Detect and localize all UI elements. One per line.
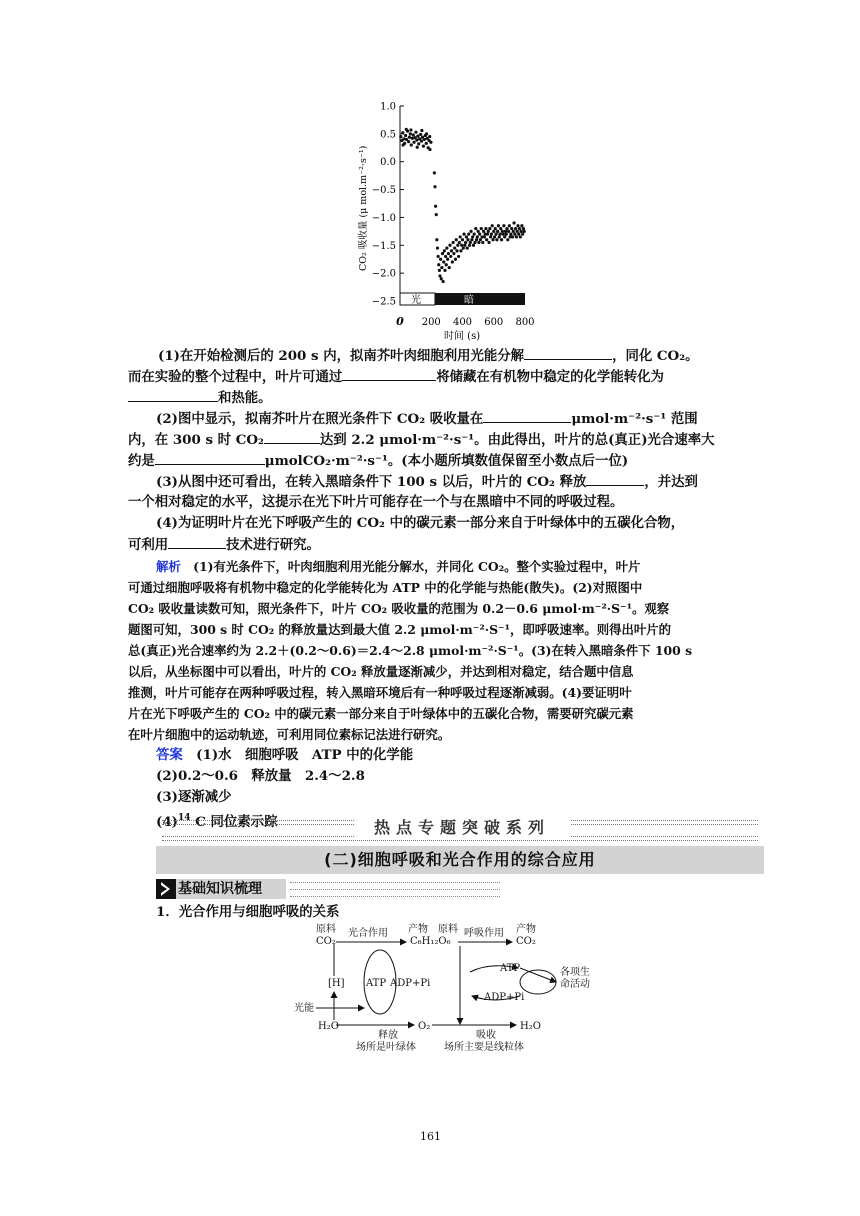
data-point — [517, 233, 520, 236]
y-tick-label: 0.0 — [380, 157, 396, 169]
data-point — [487, 230, 490, 233]
data-point — [516, 230, 519, 233]
data-point — [455, 249, 458, 252]
diagram-co2-2: CO₂ — [516, 936, 536, 947]
dotted-rule — [290, 882, 500, 883]
analysis-text-5: 总(真正)光合速率约为 2.2＋(0.2～0.6)＝2.4～2.8 μmol·m⁻²·S⁻¹。(3)在转入黑暗条件下 100 s — [128, 643, 693, 658]
dotted-rule-2 — [290, 889, 500, 890]
data-point — [435, 213, 438, 216]
data-point — [458, 241, 461, 244]
x-tick-label: 600 — [484, 317, 504, 328]
diagram-light-energy: 光能 — [294, 1003, 314, 1014]
question-2-line-3 — [128, 450, 708, 472]
data-point — [437, 263, 440, 266]
data-point — [438, 274, 441, 277]
data-point — [415, 138, 418, 141]
data-point — [462, 233, 465, 236]
q2-blank-3[interactable] — [155, 450, 265, 465]
analysis-line-5 — [128, 640, 708, 661]
diagram-release: 释放 — [378, 1030, 398, 1041]
analysis-text-4: 题图可知，300 s 时 CO₂ 的释放量达到最大值 2.2 μmol·m⁻²·S⁻¹，即呼吸速率。则得出叶片的 — [128, 622, 672, 637]
q1-blank-1[interactable] — [524, 345, 612, 360]
data-point — [518, 227, 521, 230]
data-point — [475, 238, 478, 241]
data-point — [438, 269, 441, 272]
data-point — [422, 145, 425, 148]
data-point — [477, 241, 480, 244]
q3-blank-1[interactable] — [586, 471, 644, 486]
data-point — [409, 128, 412, 131]
question-3-line-1 — [156, 471, 736, 493]
data-point — [466, 238, 469, 241]
data-point — [506, 238, 509, 241]
q3-text-c: 一个相对稳定的水平，这提示在光下叶片可能存在一个与在黑暗中不同的呼吸过程。 — [128, 494, 624, 510]
data-point — [492, 230, 495, 233]
item-1-text: 1．光合作用与细胞呼吸的关系 — [156, 904, 340, 920]
data-point — [515, 235, 518, 238]
analysis-line-8 — [128, 703, 708, 724]
data-point — [451, 260, 454, 263]
y-tick-label: 0.5 — [380, 129, 396, 141]
data-point — [459, 249, 462, 252]
x-tick-label: 800 — [515, 317, 535, 328]
data-point — [487, 241, 490, 244]
q2-blank-2[interactable] — [264, 429, 320, 444]
series-title: 热点专题突破系列 — [354, 816, 570, 840]
y-tick-label: −1.0 — [371, 212, 396, 224]
data-point — [433, 185, 436, 188]
diagram-adp: ADP+Pi — [390, 978, 431, 989]
chevron-right-icon — [156, 879, 176, 899]
data-point — [464, 241, 467, 244]
data-point — [488, 227, 491, 230]
dark-bar — [435, 293, 525, 305]
diagram-product-label: 产物 — [408, 924, 428, 935]
analysis-label: 解析 — [156, 559, 181, 574]
data-point — [519, 235, 522, 238]
data-point — [449, 255, 452, 258]
q2-text-d: 达到 2.2 μmol·m⁻²·s⁻¹。由此得出，叶片的总(真正)光合速率大 — [319, 432, 715, 448]
diagram-raw-label-2: 原料 — [438, 924, 458, 935]
question-4-line-1 — [156, 513, 736, 534]
data-point — [407, 140, 410, 143]
q4-text-c: 技术进行研究。 — [226, 537, 320, 553]
data-point — [435, 238, 438, 241]
data-point — [408, 136, 411, 139]
question-3-line-2 — [128, 492, 708, 513]
q3-text-a: (3)从图中还可看出，在转入黑暗条件下 100 s 以后，叶片的 CO₂ 释放 — [156, 474, 587, 490]
analysis-line-6 — [128, 661, 708, 682]
diagram-site-1: 场所是叶绿体 — [356, 1042, 416, 1053]
data-point — [462, 246, 465, 249]
data-point — [437, 255, 440, 258]
q1-text-d: 将储藏在有机物中稳定的化学能转化为 — [436, 369, 664, 385]
data-point — [497, 224, 500, 227]
data-point — [480, 227, 483, 230]
data-point — [455, 238, 458, 241]
data-point — [433, 171, 436, 174]
data-point — [416, 146, 419, 149]
photosynthesis-respiration-diagram — [280, 920, 620, 1055]
data-point — [502, 233, 505, 236]
analysis-line-3 — [128, 598, 708, 619]
diagram-site-2: 场所主要是线粒体 — [444, 1042, 524, 1053]
data-point — [502, 224, 505, 227]
data-point — [496, 230, 499, 233]
data-point — [409, 132, 412, 135]
data-point — [401, 131, 404, 134]
data-point — [425, 132, 428, 135]
data-point — [460, 244, 463, 247]
data-point — [447, 252, 450, 255]
data-point — [454, 258, 457, 261]
data-point — [450, 249, 453, 252]
data-point — [417, 142, 420, 145]
analysis-line-7 — [128, 682, 708, 703]
answer-3: (3)逐渐减少 — [156, 789, 232, 805]
data-point — [457, 255, 460, 258]
data-point — [442, 260, 445, 263]
answer-label: 答案 — [156, 747, 183, 763]
data-point — [405, 128, 408, 131]
data-point — [467, 233, 470, 236]
data-point — [436, 246, 439, 249]
q1-text-e: 和热能。 — [218, 390, 272, 406]
data-point — [481, 241, 484, 244]
q2-text-a: (2)图中显示，拟南芥叶片在照光条件下 CO₂ 吸收量在 — [156, 411, 484, 427]
analysis-line-1 — [156, 556, 736, 577]
data-point — [490, 233, 493, 236]
data-point — [404, 134, 407, 137]
data-point — [485, 238, 488, 241]
question-2-line-2 — [128, 429, 715, 451]
diagram-activities-1: 各项生 — [560, 967, 590, 978]
data-point — [425, 142, 428, 145]
diagram-product-label-2: 产物 — [516, 924, 536, 935]
diagram-respiration: 呼吸作用 — [464, 928, 504, 939]
data-point — [494, 227, 497, 230]
q2-blank-1[interactable] — [483, 408, 571, 423]
data-point — [522, 227, 525, 230]
analysis-line-4 — [128, 619, 708, 640]
data-point — [472, 244, 475, 247]
q2-text-e: 约是 — [128, 453, 155, 469]
data-point — [419, 133, 422, 136]
data-point — [452, 252, 455, 255]
data-point — [510, 227, 513, 230]
x-tick-label: 200 — [421, 317, 441, 328]
question-4-line-2 — [128, 534, 708, 556]
section-header-label: 基础知识梳理 — [178, 881, 262, 897]
co2-absorption-chart — [350, 96, 550, 346]
q3-text-b: ，并达到 — [644, 474, 698, 490]
data-point — [520, 224, 523, 227]
scatter-points — [399, 128, 526, 283]
data-point — [469, 230, 472, 233]
q1-blank-3[interactable] — [128, 387, 218, 402]
data-point — [511, 235, 514, 238]
y-tick-label: 1.0 — [380, 101, 396, 113]
data-point — [474, 227, 477, 230]
answer-1: (1)水 细胞呼吸 ATP 中的化学能 — [196, 747, 414, 763]
data-point — [411, 137, 414, 140]
section-header — [156, 879, 286, 899]
y-ticks — [372, 102, 404, 308]
diagram-absorb: 吸收 — [476, 1030, 496, 1041]
dark-bar-label: 暗 — [464, 295, 474, 306]
data-point — [509, 233, 512, 236]
data-point — [498, 233, 501, 236]
q1-text-b: ，同化 CO₂。 — [612, 348, 699, 364]
data-point — [479, 238, 482, 241]
y-tick-label: −0.5 — [371, 185, 396, 197]
answer-line-4: $(4)^{14}$ C 同位素示踪 — [156, 813, 278, 830]
analysis-text-9: 在叶片细胞中的运动轨迹，可利用同位素标记法进行研究。 — [128, 727, 451, 742]
data-point — [505, 233, 508, 236]
data-point — [482, 230, 485, 233]
topic-title: (二)细胞呼吸和光合作用的综合应用 — [324, 850, 596, 869]
data-point — [448, 244, 451, 247]
page-number: 161 — [420, 1130, 441, 1143]
chart-xlabel: 时间 (s) — [444, 331, 481, 342]
data-point — [489, 235, 492, 238]
data-point — [523, 230, 526, 233]
data-point — [484, 227, 487, 230]
q1-text-a: (1)在开始检测后的 200 s 内，拟南芥叶肉细胞利用光能分解 — [158, 348, 525, 364]
data-point — [471, 235, 474, 238]
data-point — [507, 230, 510, 233]
data-point — [423, 138, 426, 141]
analysis-line-9 — [128, 724, 708, 745]
data-point — [414, 131, 417, 134]
answer-line-2 — [156, 766, 736, 787]
data-point — [504, 230, 507, 233]
data-point — [499, 227, 502, 230]
data-point — [468, 244, 471, 247]
question-1-line-3 — [128, 387, 708, 409]
data-point — [441, 252, 444, 255]
data-point — [440, 277, 443, 280]
answer-2: (2)0.2～0.6 释放量 2.4～2.8 — [156, 768, 365, 784]
data-point — [456, 244, 459, 247]
q4-text-a: (4)为证明叶片在光下呼吸产生的 CO₂ 中的碳元素一部分来自于叶绿体中的五碳化合物， — [156, 515, 685, 531]
data-point — [412, 133, 415, 136]
data-point — [495, 238, 498, 241]
q2-text-c: 内，在 300 s 时 CO₂ — [128, 432, 264, 448]
data-point — [448, 266, 451, 269]
x-ticks — [396, 315, 534, 328]
data-point — [442, 280, 445, 283]
diagram-atp: ATP — [366, 978, 387, 989]
analysis-line-2 — [128, 577, 708, 598]
data-point — [416, 134, 419, 137]
data-point — [486, 233, 489, 236]
data-point — [465, 235, 468, 238]
analysis-text-6: 以后，从坐标图中可以看出，叶片的 CO₂ 释放量逐渐减少，并达到相对稳定，结合题中信息 — [128, 664, 634, 679]
data-point — [494, 233, 497, 236]
question-2-line-1 — [156, 408, 736, 430]
data-point — [459, 235, 462, 238]
data-point — [476, 235, 479, 238]
data-point — [514, 227, 517, 230]
data-point — [446, 258, 449, 261]
answer-4: C 同位素示踪 — [190, 814, 278, 830]
analysis-text-1: (1)有光条件下，叶肉细胞利用光能分解水，并同化 CO₂。整个实验过程中，叶片 — [193, 559, 641, 574]
data-point — [477, 230, 480, 233]
analysis-text-3: CO₂ 吸收量读数可知，照光条件下，叶片 CO₂ 吸收量的范围为 0.2－0.6 μmol·m⁻²·S⁻¹。观察 — [128, 601, 670, 616]
data-point — [420, 140, 423, 143]
data-point — [453, 246, 456, 249]
data-point — [508, 224, 511, 227]
q2-text-f: μmolCO₂·m⁻²·s⁻¹。(本小题所填数值保留至小数点后一位) — [264, 453, 629, 469]
y-tick-label: −2.0 — [371, 268, 396, 280]
data-point — [444, 255, 447, 258]
diagram-raw-label: 原料 — [316, 924, 336, 935]
data-point — [402, 143, 405, 146]
data-point — [512, 221, 515, 224]
chart-ylabel: CO₂ 吸收量 (μ mol.m⁻²·s⁻¹) — [358, 145, 369, 271]
data-point — [491, 238, 494, 241]
data-point — [445, 263, 448, 266]
data-point — [463, 244, 466, 247]
data-point — [461, 238, 464, 241]
data-point — [429, 141, 432, 144]
data-point — [440, 266, 443, 269]
analysis-text-2: 可通过细胞呼吸将有机物中稳定的化学能转化为 ATP 中的化学能与热能(散失)。(2)对照图中 — [128, 580, 643, 595]
data-point — [428, 148, 431, 151]
answer-4-isotope: 14 — [178, 813, 191, 823]
data-point — [516, 224, 519, 227]
analysis-text-8: 片在光下呼吸产生的 CO₂ 中的碳元素一部分来自于叶绿体中的五碳化合物，需要研究碳元素 — [128, 706, 634, 721]
diagram-h: [H] — [328, 978, 345, 989]
data-point — [470, 238, 473, 241]
topic-title-bar — [156, 846, 764, 874]
data-point — [491, 224, 494, 227]
diagram-photosynthesis: 光合作用 — [348, 928, 388, 939]
data-point — [513, 233, 516, 236]
diagram-co2: CO₂ — [316, 936, 336, 947]
data-point — [452, 241, 455, 244]
light-bar-label: 光 — [411, 295, 421, 306]
data-point — [445, 246, 448, 249]
q2-text-b: μmol·m⁻²·s⁻¹ 范围 — [571, 411, 698, 427]
data-point — [443, 269, 446, 272]
data-point — [434, 205, 437, 208]
data-point — [498, 235, 501, 238]
data-point — [473, 233, 476, 236]
answer-line-3 — [156, 787, 736, 808]
series-banner — [156, 814, 764, 844]
data-point — [412, 141, 415, 144]
data-point — [500, 238, 503, 241]
data-point — [478, 233, 481, 236]
q1-blank-2[interactable] — [342, 366, 436, 381]
diagram-activities-2: 命活动 — [560, 979, 590, 990]
data-point — [493, 235, 496, 238]
diagram-adp-2: ADP+Pi — [484, 992, 525, 1003]
data-point — [519, 230, 522, 233]
data-point — [503, 235, 506, 238]
y-tick-label: −2.5 — [371, 296, 396, 308]
analysis-text-7: 推测，叶片可能存在两种呼吸过程，转入黑暗环境后有一种呼吸过程逐渐减弱。(4)要证明叶 — [128, 685, 632, 700]
diagram-o2: O₂ — [418, 1021, 431, 1032]
q4-text-b: 可利用 — [128, 537, 169, 553]
diagram-atp-2: ATP — [500, 963, 521, 974]
data-point — [399, 135, 402, 138]
data-point — [483, 235, 486, 238]
question-1-line-2 — [128, 366, 708, 388]
diagram-h2o-2: H₂O — [520, 1021, 541, 1032]
data-point — [410, 143, 413, 146]
data-point — [420, 129, 423, 132]
x-tick-label: 0 — [396, 315, 404, 328]
y-tick-label: −1.5 — [371, 240, 396, 252]
q1-text-c: 而在实验的整个过程中，叶片可通过 — [128, 369, 343, 385]
q4-blank-1[interactable] — [168, 534, 226, 549]
answer-line-1 — [156, 745, 736, 766]
diagram-h2o: H₂O — [318, 1021, 339, 1032]
x-tick-label: 400 — [452, 317, 473, 328]
data-point — [512, 230, 515, 233]
data-point — [521, 233, 524, 236]
diagram-glucose: C₆H₁₂O₆ — [410, 936, 451, 947]
dotted-rule-3 — [290, 896, 500, 897]
data-point — [428, 135, 431, 138]
data-point — [469, 241, 472, 244]
data-point — [505, 227, 508, 230]
data-point — [473, 241, 476, 244]
data-point — [402, 137, 405, 140]
data-point — [439, 258, 442, 261]
data-point — [501, 230, 504, 233]
question-1-line-1 — [156, 345, 736, 367]
data-point — [466, 246, 469, 249]
data-point — [443, 249, 446, 252]
